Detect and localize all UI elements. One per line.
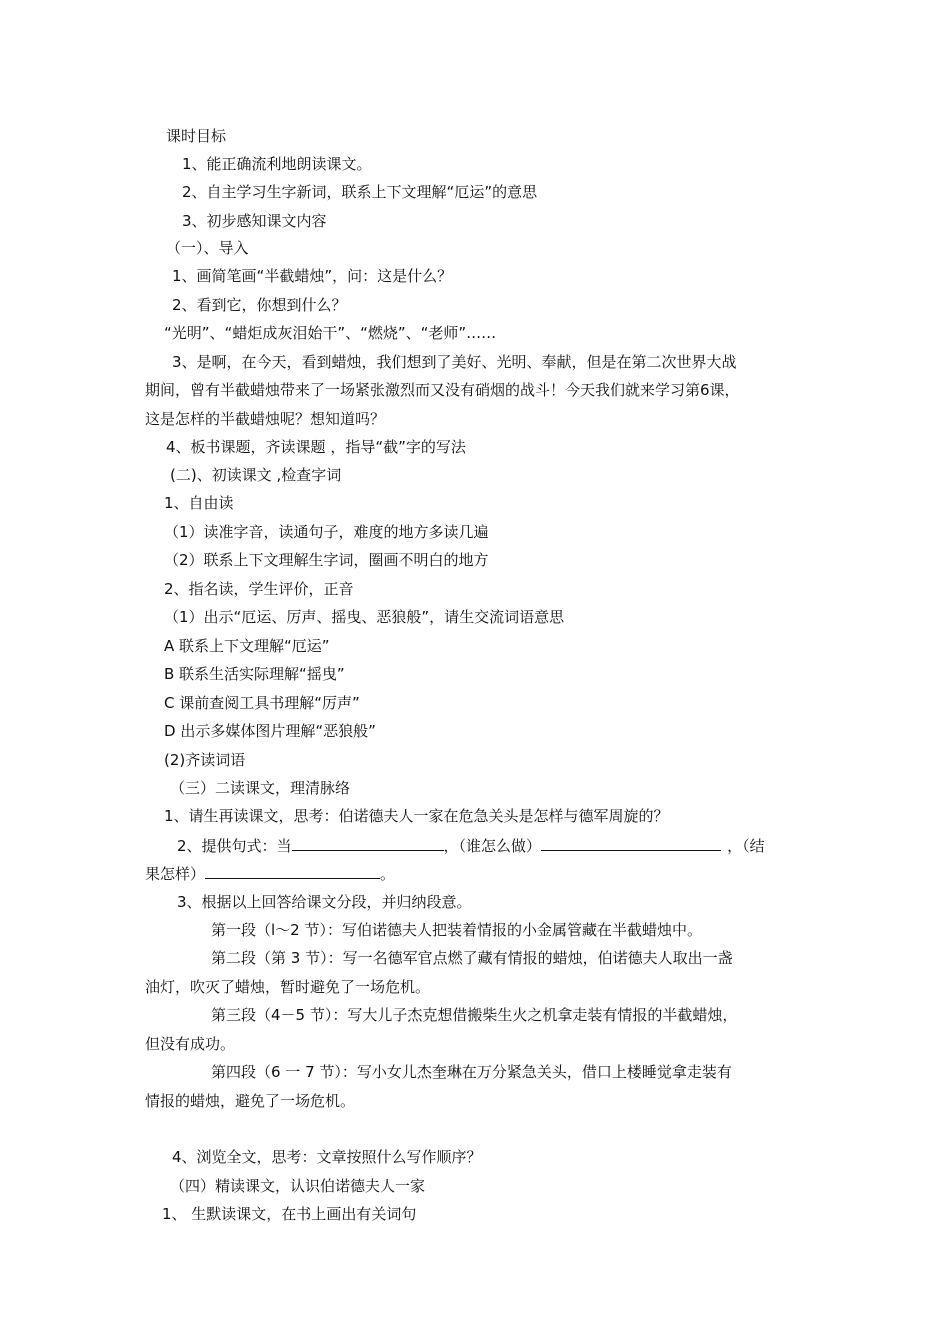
text-line: （1）读准字音，读通句子，难度的地方多读几遍 — [164, 523, 489, 541]
text-line: 这是怎样的半截蜡烛呢？想知道吗？ — [145, 410, 386, 428]
section-heading: （三）二读课文，理清脉络 — [170, 779, 351, 797]
text-line: 3、根据以上回答给课文分段，并归纳段意。 — [177, 893, 472, 911]
goal-item: 3、初步感知课文内容 — [182, 212, 327, 230]
segment-line: 油灯，吹灭了蜡烛，暂时避免了一场危机。 — [145, 978, 431, 996]
text-line: （2）联系上下文理解生字词，圈画不明白的地方 — [164, 551, 489, 569]
text-line: 1、请生再读课文，思考：伯诺德夫人一家在危急关头是怎样与德军周旋的？ — [164, 807, 669, 825]
section-heading: （一）、导入 — [166, 239, 249, 257]
text-line: 1、自由读 — [164, 494, 234, 512]
pattern-end: 。 — [380, 865, 396, 883]
text-line: 2、指名读，学生评价，正音 — [164, 580, 354, 598]
text-line: 4、浏览全文，思考：文章按照什么写作顺序？ — [172, 1148, 482, 1166]
goal-item: 1、能正确流利地朗读课文。 — [182, 155, 372, 173]
text-line: D 出示多媒体图片理解“恶狼般” — [164, 722, 376, 740]
fill-blank-1 — [292, 835, 444, 851]
segment-line: 第四段（6 一 7 节）：写小女儿杰奎琳在万分紧急关头，借口上楼睡觉拿走装有 — [211, 1063, 732, 1081]
pattern-line2-prefix: 果怎样） — [145, 865, 206, 883]
text-line: “光明”、“蜡炬成灰泪始干”、“燃烧”、“老师”…… — [164, 324, 497, 342]
goal-item: 2、自主学习生字新词，联系上下文理解“厄运”的意思 — [182, 183, 538, 201]
fill-blank-3 — [205, 863, 380, 879]
section-heading: (二)、初读课文 ,检查字词 — [170, 466, 342, 484]
fill-blank-2 — [541, 835, 721, 851]
segment-line: 第一段（l～2 节）：写伯诺德夫人把装着情报的小金属管藏在半截蜡烛中。 — [211, 921, 702, 939]
segment-line: 第二段（第 3 节）：写一名德军官点燃了藏有情报的蜡烛，伯诺德夫人取出一盏 — [211, 949, 733, 967]
text-line: A 联系上下文理解“厄运” — [164, 637, 330, 655]
segment-line: 第三段（4－5 节）：写大儿子杰克想借搬柴生火之机拿走装有情报的半截蜡烛， — [211, 1006, 738, 1024]
text-line: B 联系生活实际理解“摇曳” — [164, 665, 345, 683]
text-line: 3、是啊，在今天，看到蜡烛，我们想到了美好、光明、奉献，但是在第二次世界大战 — [172, 353, 737, 371]
pattern-prefix: 2、提供句式：当 — [177, 837, 292, 855]
sentence-pattern-line-2 — [145, 863, 395, 883]
text-line: 1、画简笔画“半截蜡烛”，问：这是什么？ — [172, 267, 453, 285]
text-line: 期间，曾有半截蜡烛带来了一场紧张激烈而又没有硝烟的战斗！今天我们就来学习第6课， — [145, 381, 740, 399]
text-line: （1）出示“厄运、厉声、摇曳、恶狼般”，请生交流词语意思 — [164, 608, 565, 626]
pattern-mid2: ，（结 — [727, 837, 765, 855]
text-line: C 课前查阅工具书理解“厉声” — [164, 694, 360, 712]
section-heading: （四）精读课文，认识伯诺德夫人一家 — [170, 1177, 426, 1195]
text-line: 1、 生默读课文，在书上画出有关词句 — [162, 1205, 417, 1223]
text-line: (2)齐读词语 — [164, 751, 246, 769]
text-line: 4、板书课题，齐读课题 ，指导“截”字的写法 — [166, 438, 466, 456]
segment-line: 情报的蜡烛，避免了一场危机。 — [145, 1092, 356, 1110]
text-line: 2、看到它，你想到什么？ — [172, 296, 347, 314]
goals-title: 课时目标 — [166, 127, 227, 145]
segment-line: 但没有成功。 — [145, 1035, 236, 1053]
sentence-pattern-line — [177, 835, 765, 855]
pattern-mid1: ，（谁怎么做） — [443, 837, 542, 855]
